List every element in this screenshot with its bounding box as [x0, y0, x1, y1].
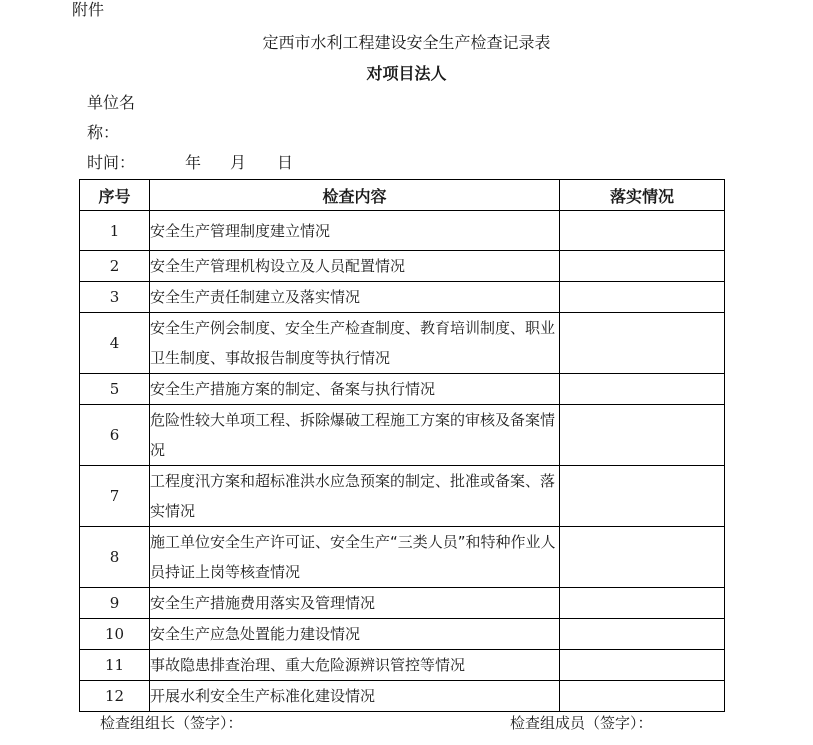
leader-signature-label: 检查组组长（签字）： [100, 714, 243, 732]
row-number: 4 [80, 313, 150, 374]
row-status-cell[interactable] [560, 374, 725, 405]
unit-name-label: 单位名 [87, 93, 136, 112]
date-field [87, 152, 307, 174]
header-serial-no: 序号 [80, 180, 150, 211]
row-content: 开展水利安全生产标准化建设情况 [150, 681, 560, 712]
table-row [80, 466, 725, 527]
row-content: 危险性较大单项工程、拆除爆破工程施工方案的审核及备案情况 [150, 405, 560, 466]
row-status-cell[interactable] [560, 466, 725, 527]
row-content: 安全生产应急处置能力建设情况 [150, 619, 560, 650]
row-number: 9 [80, 588, 150, 619]
table-row [80, 282, 725, 313]
attachment-label: 附件 [72, 0, 105, 19]
row-content: 安全生产管理制度建立情况 [150, 211, 560, 251]
header-implementation-status: 落实情况 [560, 180, 725, 211]
row-status-cell[interactable] [560, 282, 725, 313]
row-status-cell[interactable] [560, 211, 725, 251]
row-number: 10 [80, 619, 150, 650]
member-signature-label: 检查组成员（签字）： [510, 714, 653, 732]
table-row [80, 251, 725, 282]
row-content: 施工单位安全生产许可证、安全生产“三类人员”和特种作业人员持证上岗等核查情况 [150, 527, 560, 588]
row-status-cell[interactable] [560, 681, 725, 712]
inspection-table [79, 179, 725, 712]
table-row [80, 374, 725, 405]
document-title: 定西市水利工程建设安全生产检查记录表 [262, 33, 551, 52]
header-check-content: 检查内容 [150, 180, 560, 211]
row-status-cell[interactable] [560, 405, 725, 466]
row-number: 1 [80, 211, 150, 251]
row-number: 5 [80, 374, 150, 405]
date-label: 时间： [87, 153, 136, 172]
table-row [80, 619, 725, 650]
row-number: 8 [80, 527, 150, 588]
table-row [80, 588, 725, 619]
row-status-cell[interactable] [560, 527, 725, 588]
row-content: 工程度汛方案和超标准洪水应急预案的制定、批准或备案、落实情况 [150, 466, 560, 527]
table-row [80, 681, 725, 712]
row-number: 3 [80, 282, 150, 313]
row-number: 2 [80, 251, 150, 282]
row-number: 7 [80, 466, 150, 527]
row-status-cell[interactable] [560, 251, 725, 282]
row-status-cell[interactable] [560, 588, 725, 619]
row-content: 安全生产措施方案的制定、备案与执行情况 [150, 374, 560, 405]
row-number: 12 [80, 681, 150, 712]
row-status-cell[interactable] [560, 619, 725, 650]
row-content: 安全生产责任制建立及落实情况 [150, 282, 560, 313]
table-row [80, 650, 725, 681]
table-header-row [80, 180, 725, 211]
row-status-cell[interactable] [560, 313, 725, 374]
day-label: 日 [277, 153, 294, 172]
row-status-cell[interactable] [560, 650, 725, 681]
row-content: 安全生产措施费用落实及管理情况 [150, 588, 560, 619]
table-row [80, 527, 725, 588]
row-content: 安全生产管理机构设立及人员配置情况 [150, 251, 560, 282]
month-label: 月 [230, 153, 247, 172]
document-subtitle: 对项目法人 [366, 64, 447, 83]
row-number: 6 [80, 405, 150, 466]
unit-name-label-cont: 称： [87, 123, 120, 142]
row-content: 安全生产例会制度、安全生产检查制度、教育培训制度、职业卫生制度、事故报告制度等执行情况 [150, 313, 560, 374]
year-label: 年 [185, 153, 202, 172]
table-row [80, 211, 725, 251]
table-row [80, 313, 725, 374]
table-row [80, 405, 725, 466]
row-content: 事故隐患排查治理、重大危险源辨识管控等情况 [150, 650, 560, 681]
row-number: 11 [80, 650, 150, 681]
